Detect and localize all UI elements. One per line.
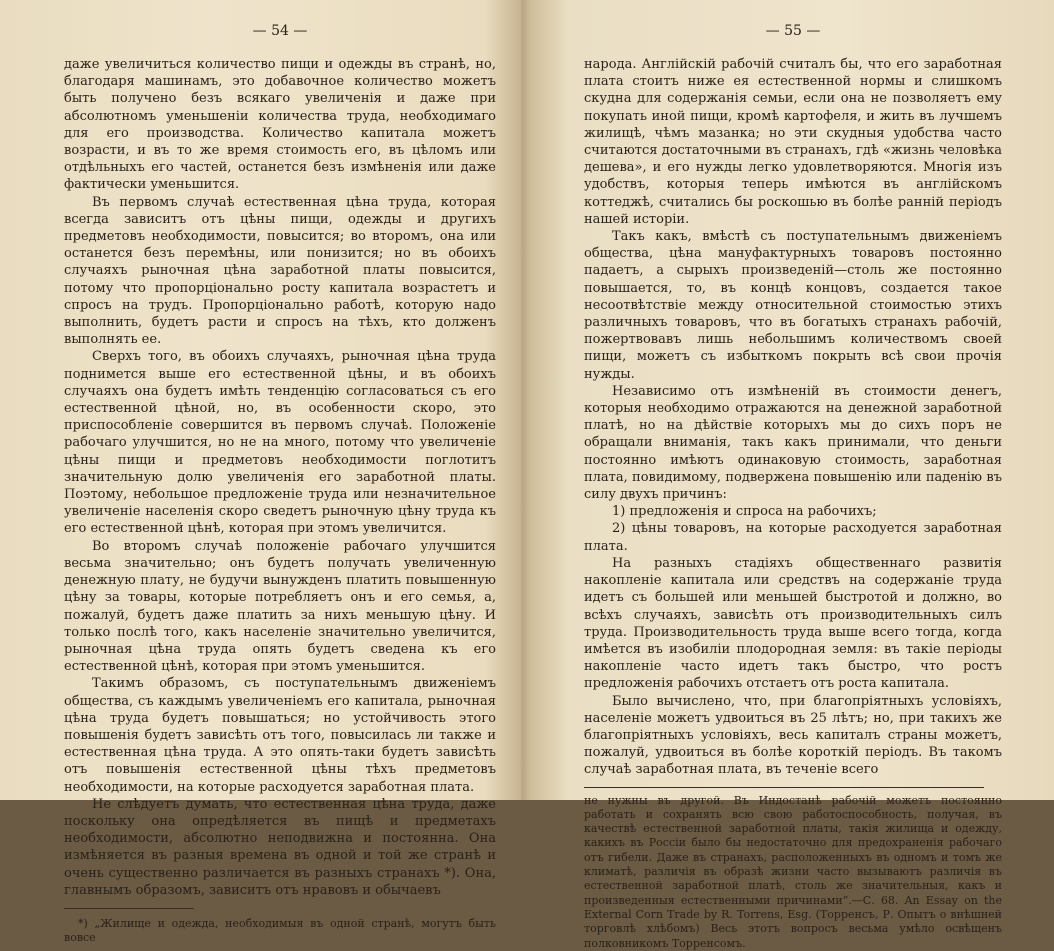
footnote-divider	[584, 787, 984, 788]
paragraph: На разныхъ стадіяхъ общественнаго развитія накопленіе капитала или средствъ на содержаніе труда идетъ съ большей или меньшей быстротой и должно, во всѣхъ случаяхъ, зависѣть отъ производительныхъ силъ труда. Производительность труда выше всего тогда, когда имѣется въ изобиліи плодородная земля: въ такіе періоды накопленіе часто идетъ такъ быстро, что ростъ предложенія рабочихъ отстаетъ отъ роста капитала.	[584, 555, 1002, 692]
left-page	[0, 0, 522, 945]
paragraph: народа. Англійскій рабочій считалъ бы, что его заработная плата стоитъ ниже ея естественной нормы и слишкомъ скудна для содержанія семьи, если она не позволяетъ ему покупать иной пищи, кромѣ картофеля, и жить въ лучшемъ жилищѣ, чѣмъ мазанка; но эти скудныя удобства часто считаются достаточными въ странахъ, гдѣ «жизнь человѣка дешева», и его нужды легко удовлетворяются. Многія изъ удобствъ, которыя теперь имѣются въ англійскомъ коттеджѣ, считались бы роскошью въ болѣе ранній періодъ нашей исторіи.	[584, 57, 1002, 227]
right-page-body	[584, 56, 1002, 779]
paragraph: Не слѣдуетъ думать, что естественная цѣна труда, даже поскольку она опредѣляется въ пищѣ и предметахъ необходимости, абсолютно неподвижна и постоянна. Она измѣняется въ разныя времена въ одной и той же странѣ и очень существенно различается въ разныхъ странахъ *). Она, главнымъ образомъ, зависитъ отъ нравовъ и обычаевъ	[64, 796, 496, 898]
list-item: 2) цѣны товаровъ, на которые расходуется заработная плата.	[584, 521, 1002, 554]
paragraph: Во второмъ случаѣ положеніе рабочаго улучшится весьма значительно; онъ будетъ получать увеличенную денежную плату, не будучи вынужденъ платить повышенную цѣну за товары, которые потребляетъ онъ и его семья, а, пожалуй, будетъ даже платить за нихъ меньшую цѣну. И только послѣ того, какъ населеніе значительно увеличится, рыночная цѣна труда опять будетъ сведена къ его естественной цѣнѣ, которая при этомъ уменьшится.	[64, 538, 496, 675]
paragraph: Въ первомъ случаѣ естественная цѣна труда, которая всегда зависитъ отъ цѣны пищи, одежды и другихъ предметовъ необходимости, повысится; во второмъ, она или останется безъ перемѣны, или понизится; но въ обоихъ случаяхъ рыночная цѣна заработной платы повысится, потому что пропорціонально росту капитала возрастетъ и спросъ на трудъ. Пропорціонально работѣ, которую надо выполнить, будетъ расти и спросъ на тѣхъ, кто долженъ выполнять ее.	[64, 194, 496, 348]
page-number-left: — 54 —	[252, 23, 308, 39]
paragraph: даже увеличиться количество пищи и одежды въ странѣ, но, благодаря машинамъ, это добавочное количество можетъ быть получено безъ всякаго увеличенія и даже при абсолютномъ уменьшеніи количества труда, необходимаго для его производства. Количество капитала можетъ возрасти, и въ то же время стоимость его, въ цѣломъ или отдѣльныхъ его частей, останется безъ измѣненія или даже фактически уменьшится.	[64, 57, 496, 193]
paragraph: Было вычислено, что, при благопріятныхъ условіяхъ, населеніе можетъ удвоиться въ 25 лѣтъ; но, при такихъ же благопріятныхъ условіяхъ, весь капиталъ страны можетъ, пожалуй, удвоиться въ болѣе короткій періодъ. Въ такомъ случаѣ заработная плата, въ теченіе всего	[584, 693, 1002, 778]
page-number-right: — 55 —	[765, 23, 821, 39]
footnote: *) „Жилище и одежда, необходимыя въ одной странѣ, могутъ быть вовсе	[64, 916, 496, 945]
list-item: 1) предложенія и спроса на рабочихъ;	[612, 504, 877, 520]
paragraph: Такъ какъ, вмѣстѣ съ поступательнымъ движеніемъ общества, цѣна мануфактурныхъ товаровъ постоянно падаетъ, а сырыхъ произведеній—столь же постоянно повышается, то, въ концѣ концовъ, создается такое несоотвѣтствіе между относительной стоимостью этихъ различныхъ товаровъ, что въ богатыхъ странахъ рабочій, пожертвовавъ лишь небольшимъ количествомъ своей пищи, можетъ съ избыткомъ покрыть всѣ свои прочія нужды.	[584, 229, 1002, 382]
paragraph: Сверхъ того, въ обоихъ случаяхъ, рыночная цѣна труда поднимется выше его естественной цѣны, и въ обоихъ случаяхъ она будетъ имѣть тенденцію согласоваться съ его естественной цѣной, но, въ особенности скоро, это приспособленіе совершится въ первомъ случаѣ. Положеніе рабочаго улучшится, но не на много, потому что увеличеніе цѣны пищи и предметовъ необходимости поглотитъ значительную долю увеличенія его заработной платы. Поэтому, небольшое предложеніе труда или незначительное увеличеніе населенія скоро сведетъ рыночную цѣну труда къ его естественной цѣнѣ, которая при этомъ увеличится.	[64, 349, 496, 537]
left-page-body	[64, 56, 496, 899]
right-page	[528, 0, 1054, 950]
footnote: не нужны въ другой. Въ Индостанѣ рабочій можетъ постоянно работать и сохранять всю свою работоспособность, получая, въ качествѣ естественной заработной платы, такія жилища и одежду, какихъ въ Россіи было бы недостаточно для предохраненія рабочаго отъ гибели. Даже въ странахъ, расположенныхъ въ одномъ и томъ же климатѣ, различія въ образѣ жизни часто вызываютъ различія въ естественной заработной платѣ, столь же значительныя, какъ и произведенныя естественными причинами“.—С. 68. An Essay on the External Corn Trade by R. Torrens, Esg. (Торренсъ, Р. Опытъ о внѣшней торговлѣ хлѣбомъ) Весь этотъ вопросъ весьма умѣло освѣщенъ полковникомъ Торренсомъ.	[584, 793, 1002, 950]
paragraph: Независимо отъ измѣненій въ стоимости денегъ, которыя необходимо отражаются на денежной заработной платѣ, но на дѣйствіе которыхъ мы до сихъ поръ не обращали вниманія, такъ какъ принимали, что деньги постоянно имѣютъ одинаковую стоимость, заработная плата, повидимому, подвержена повышенію или паденію въ силу двухъ причинъ:	[584, 383, 1002, 503]
footnote-divider	[64, 908, 194, 909]
paragraph: Такимъ образомъ, съ поступательнымъ движеніемъ общества, съ каждымъ увеличеніемъ его капитала, рыночная цѣна труда будетъ повышаться; но устойчивость этого повышенія будетъ зависѣть отъ того, повысилась ли также и естественная цѣна труда. А это опять-таки будетъ зависѣть отъ повышенія естественной цѣны тѣхъ предметовъ необходимости, на которые расходуется заработная плата.	[64, 676, 496, 795]
